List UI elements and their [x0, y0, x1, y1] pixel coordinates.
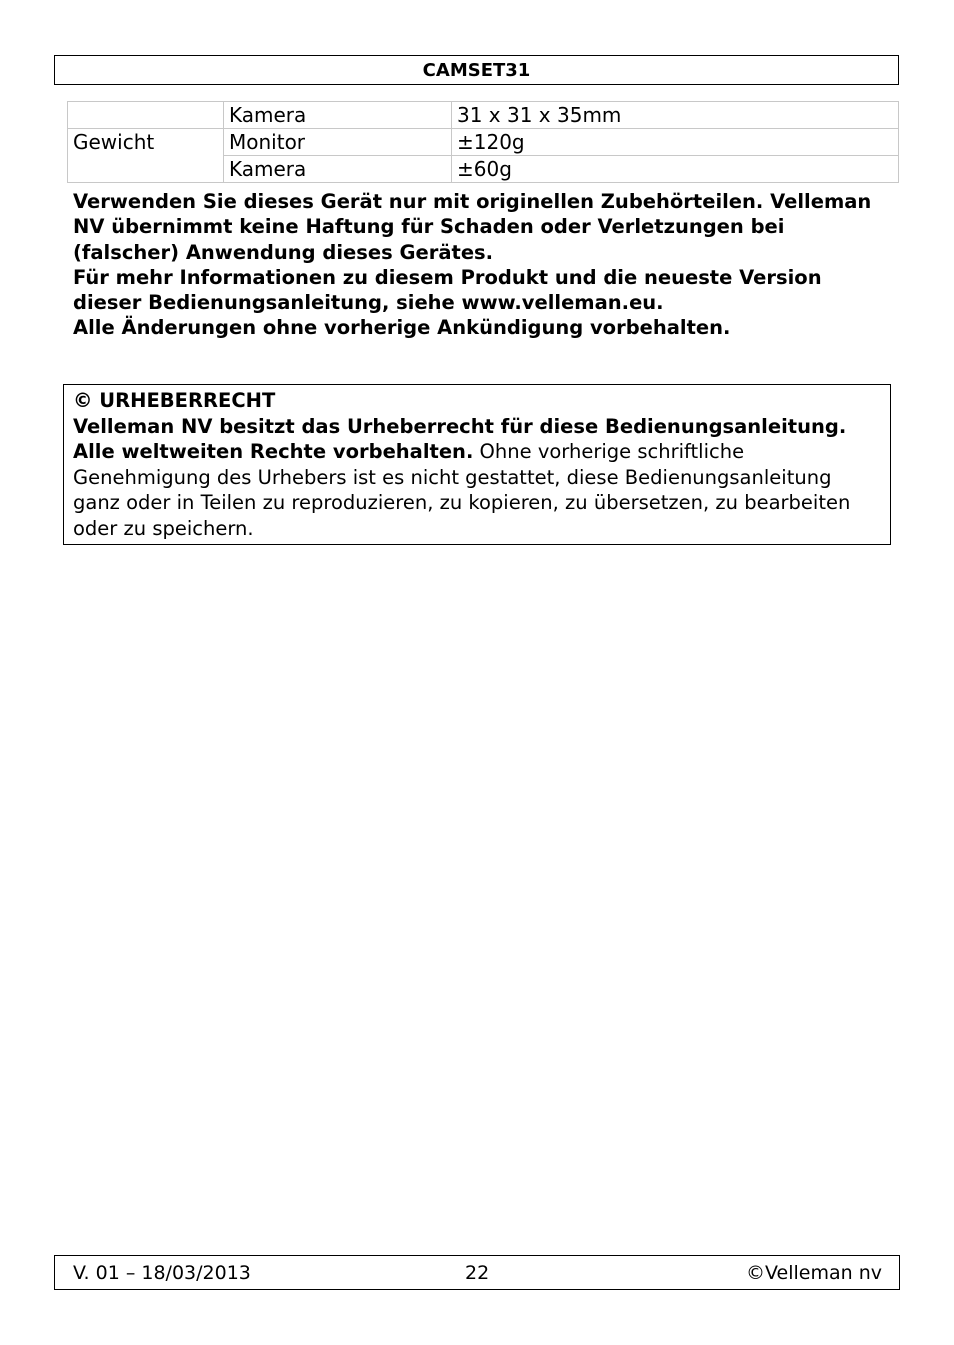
- table-cell-label: [68, 102, 224, 129]
- header-title: CAMSET31: [422, 59, 531, 81]
- copyright-heading: © URHEBERRECHT: [73, 389, 276, 412]
- page-footer: [54, 1255, 900, 1290]
- notice-paragraph: Alle Änderungen ohne vorherige Ankündigung vorbehalten.: [73, 316, 731, 340]
- notice-paragraph: Verwenden Sie dieses Gerät nur mit originellen Zubehörteilen. Velleman NV übernimmt keine Haftung für Schaden oder Verletzungen bei (falscher) Anwendung dieses Gerätes.: [73, 190, 872, 264]
- copyright-bold-text: Velleman NV besitzt das Urheberrecht für diese Bedienungsanleitung. Alle weltweiten Rechte vorbehalten.: [73, 414, 847, 464]
- table-cell-value: ±120g: [452, 129, 899, 156]
- table-row: [68, 129, 899, 156]
- table-cell-value: 31 x 31 x 35mm: [452, 102, 899, 129]
- footer-page-number: 22: [465, 1262, 490, 1284]
- copyright-body: [73, 414, 881, 542]
- table-cell-label: Gewicht: [68, 129, 224, 183]
- copyright-text: Ohne vorherige schriftliche Genehmigung des Urhebers ist es nicht gestattet, diese Bedienungsanleitung ganz oder in Teilen zu reproduzieren, zu kopieren, zu übersetzen, zu bearbeiten oder zu speichern.: [73, 440, 851, 540]
- table-cell-value: ±60g: [452, 156, 899, 183]
- notice-block: [73, 189, 893, 341]
- notice-paragraph: Für mehr Informationen zu diesem Produkt und die neueste Version dieser Bedienungsanleitung, siehe www.velleman.eu.: [73, 265, 822, 315]
- page-header: [54, 55, 899, 85]
- table-cell-item: Kamera: [224, 102, 452, 129]
- table-cell-item: Kamera: [224, 156, 452, 183]
- spec-table: [67, 101, 899, 183]
- table-row: [68, 102, 899, 129]
- table-cell-item: Monitor: [224, 129, 452, 156]
- footer-copyright: ©Velleman nv: [746, 1262, 882, 1284]
- copyright-box: [63, 384, 891, 545]
- footer-version: V. 01 – 18/03/2013: [73, 1262, 251, 1284]
